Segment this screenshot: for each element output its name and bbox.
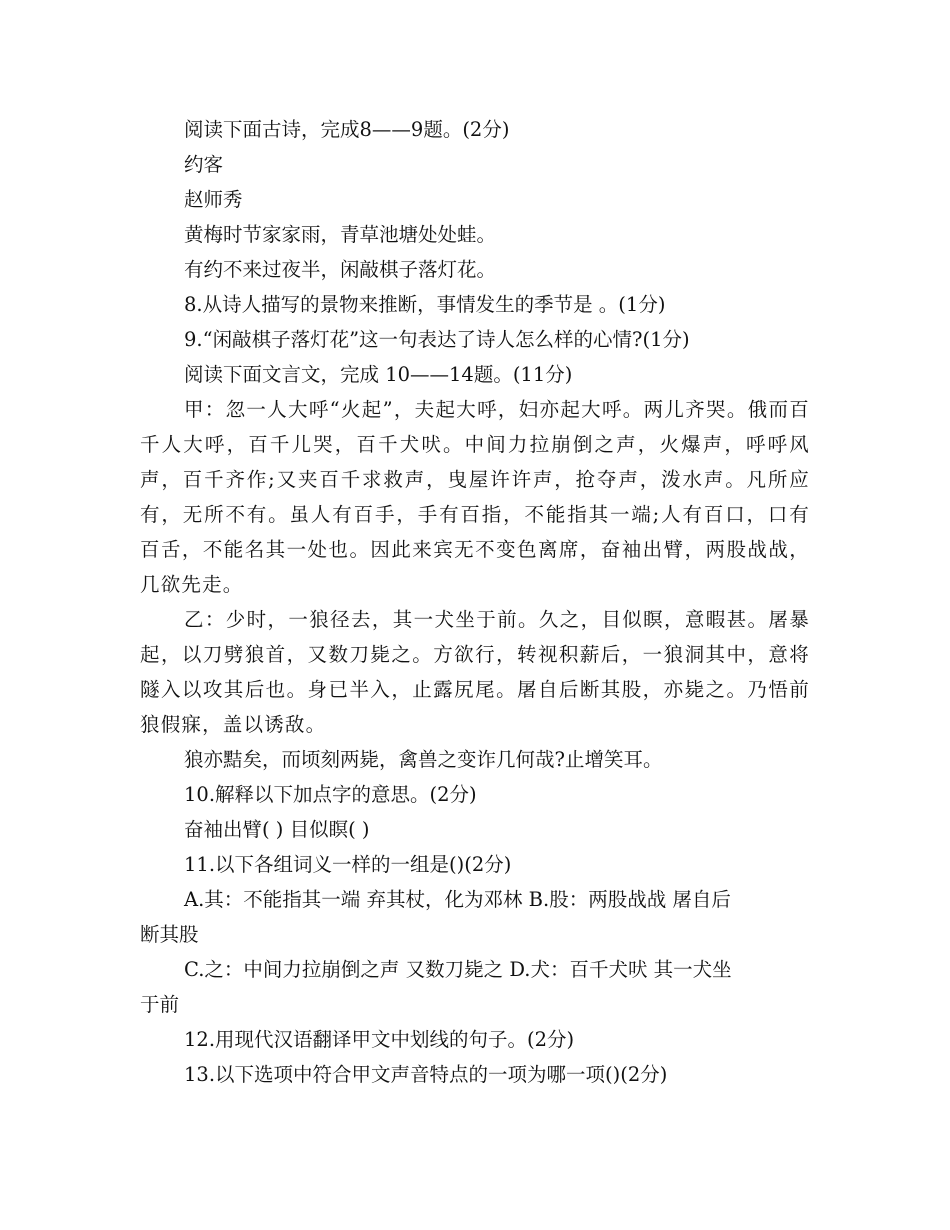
question-12: 12.用现代汉语翻译甲文中划线的句子。(2分) — [184, 1028, 575, 1051]
question-11-option-ab: A.其：不能指其一端 弃其杖，化为邓林 B.股：两股战战 屠自后 — [184, 888, 731, 911]
poem-title: 约客 — [184, 153, 224, 176]
poem-line-1: 黄梅时节家家雨，青草池塘处处蛙。 — [184, 223, 497, 246]
question-8: 8.从诗人描写的景物来推断，事情发生的季节是 。(1分) — [184, 293, 666, 316]
question-11-option-cd: C.之：中间力拉崩倒之声 又数刀毙之 D.犬：百千犬吠 其一犬坐 — [184, 958, 732, 981]
passage-yi: 乙：少时，一狼径去，其一犬坐于前。久之，目似瞑，意暇甚。屠暴起，以刀劈狼首，又数刀毙之。方欲行，转视积薪后，一狼洞其中，意将隧入以攻其后也。身已半入，止露尻尾。屠自后断其股，亦毙之。乃悟前狼假寐，盖以诱敌。 — [140, 608, 810, 736]
question-10-items: 奋袖出臂( ) 目似瞑( ) — [184, 818, 370, 841]
reading-instruction-classical: 阅读下面文言文，完成 10——14题。(11分) — [184, 363, 573, 386]
question-9: 9.“闲敲棋子落灯花”这一句表达了诗人怎么样的心情?(1分) — [184, 328, 690, 351]
reading-instruction-poem: 阅读下面古诗，完成8——9题。(2分) — [184, 118, 510, 141]
poem-author: 赵师秀 — [184, 188, 243, 211]
question-11: 11.以下各组词义一样的一组是()(2分) — [184, 853, 512, 876]
passage-yi-conclusion: 狼亦黠矣，而顷刻两毙，禽兽之变诈几何哉?止增笑耳。 — [184, 748, 663, 771]
question-11-option-cd-cont: 于前 — [140, 993, 180, 1016]
question-10: 10.解释以下加点字的意思。(2分) — [184, 783, 477, 806]
passage-jia: 甲：忽一人大呼“火起”，夫起大呼，妇亦起大呼。两儿齐哭。俄而百千人大呼，百千儿哭，百千犬吠。中间力拉崩倒之声，火爆声，呼呼风声，百千齐作;又夹百千求救声，曳屋许许声，抢夺声，泼水声。凡所应有，无所不有。虽人有百手，手有百指，不能指其一端;人有百口，口有百舌，不能名其一处也。因此来宾无不变色离席，奋袖出臂，两股战战，几欲先走。 — [140, 398, 810, 596]
question-11-option-ab-cont: 断其股 — [140, 923, 199, 946]
question-13: 13.以下选项中符合甲文声音特点的一项为哪一项()(2分) — [184, 1063, 668, 1086]
poem-line-2: 有约不来过夜半，闲敲棋子落灯花。 — [184, 258, 497, 281]
